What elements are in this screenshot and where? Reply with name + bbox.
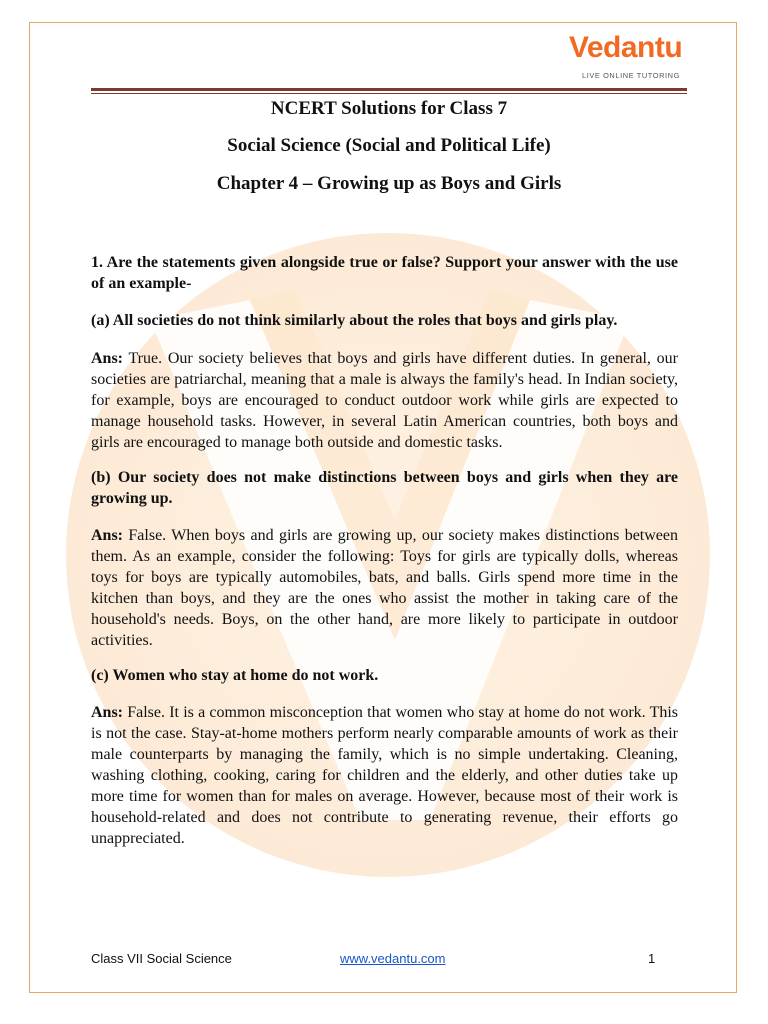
part-b-ans-label: Ans: (91, 527, 124, 544)
part-c-answer (91, 702, 678, 849)
part-b-ans-text: False. When boys and girls are growing up, our society makes distinctions between them. As an example, consider the following: Toys for girls are typically dolls, whereas toys for boys are typically automobiles, bats, and balls. Girls spend more time in the kitchen than boys, and they are the ones who assist the mother in taking care of the household's needs. Boys, on the other hand, are more likely to participate in outdoor activities. (91, 527, 678, 649)
subject-title: Social Science (Social and Political Life) (227, 135, 551, 156)
part-c-text: Women who stay at home do not work. (112, 667, 379, 684)
part-a-ans-label: Ans: (91, 350, 124, 367)
logo-tagline: LIVE ONLINE TUTORING (582, 71, 680, 80)
part-c-ans-label: Ans: (91, 704, 124, 721)
part-b-text: Our society does not make distinctions between boys and girls when they are growing up. (91, 469, 679, 507)
part-a-label: (a) (91, 312, 110, 329)
document-headings (91, 95, 687, 195)
vedantu-logo[interactable] (563, 31, 683, 83)
question-prompt: 1. Are the statements given alongside true or false? Support your answer with the use of an example- (91, 254, 678, 292)
header-rule-thin (91, 93, 687, 94)
part-c-label: (c) (91, 667, 109, 684)
part-a-statement (91, 310, 678, 331)
part-a-ans-text: True. Our society believes that boys and girls have different duties. In general, our societies are patriarchal, meaning that a male is always the family's head. In Indian society, for example, boys are encouraged to conduct outdoor work while girls are expected to manage household tasks. However, in several Latin American countries, both boys and girls are encouraged to manage both outside and domestic tasks. (91, 350, 678, 451)
part-c-statement (91, 665, 678, 686)
footer-website-link[interactable]: www.vedantu.com (340, 951, 446, 966)
page-title: NCERT Solutions for Class 7 (270, 98, 508, 119)
chapter-title: Chapter 4 – Growing up as Boys and Girls (216, 173, 562, 194)
page-number: 1 (648, 951, 656, 966)
logo-wordmark: Vedantu (569, 31, 683, 64)
footer-class-label: Class VII Social Science (91, 951, 232, 966)
part-a-answer (91, 348, 678, 453)
header-rule (91, 88, 687, 91)
part-b-statement (91, 467, 678, 509)
part-c-ans-text: False. It is a common misconception that women who stay at home do not work. This is not the case. Stay-at-home mothers perform nearly comparable amounts of work as their male counterparts by managing the family, which is no simple undertaking. Cleaning, washing clothing, cooking, caring for children and the elderly, and other duties take up more time for women than for males on average. However, because most of their work is household-related and does not contribute to generating revenue, their efforts go unappreciated. (91, 704, 679, 847)
part-b-label: (b) (91, 469, 111, 486)
part-b-answer (91, 525, 678, 651)
document-body (91, 252, 678, 849)
part-a-text: All societies do not think similarly about the roles that boys and girls play. (112, 312, 618, 329)
